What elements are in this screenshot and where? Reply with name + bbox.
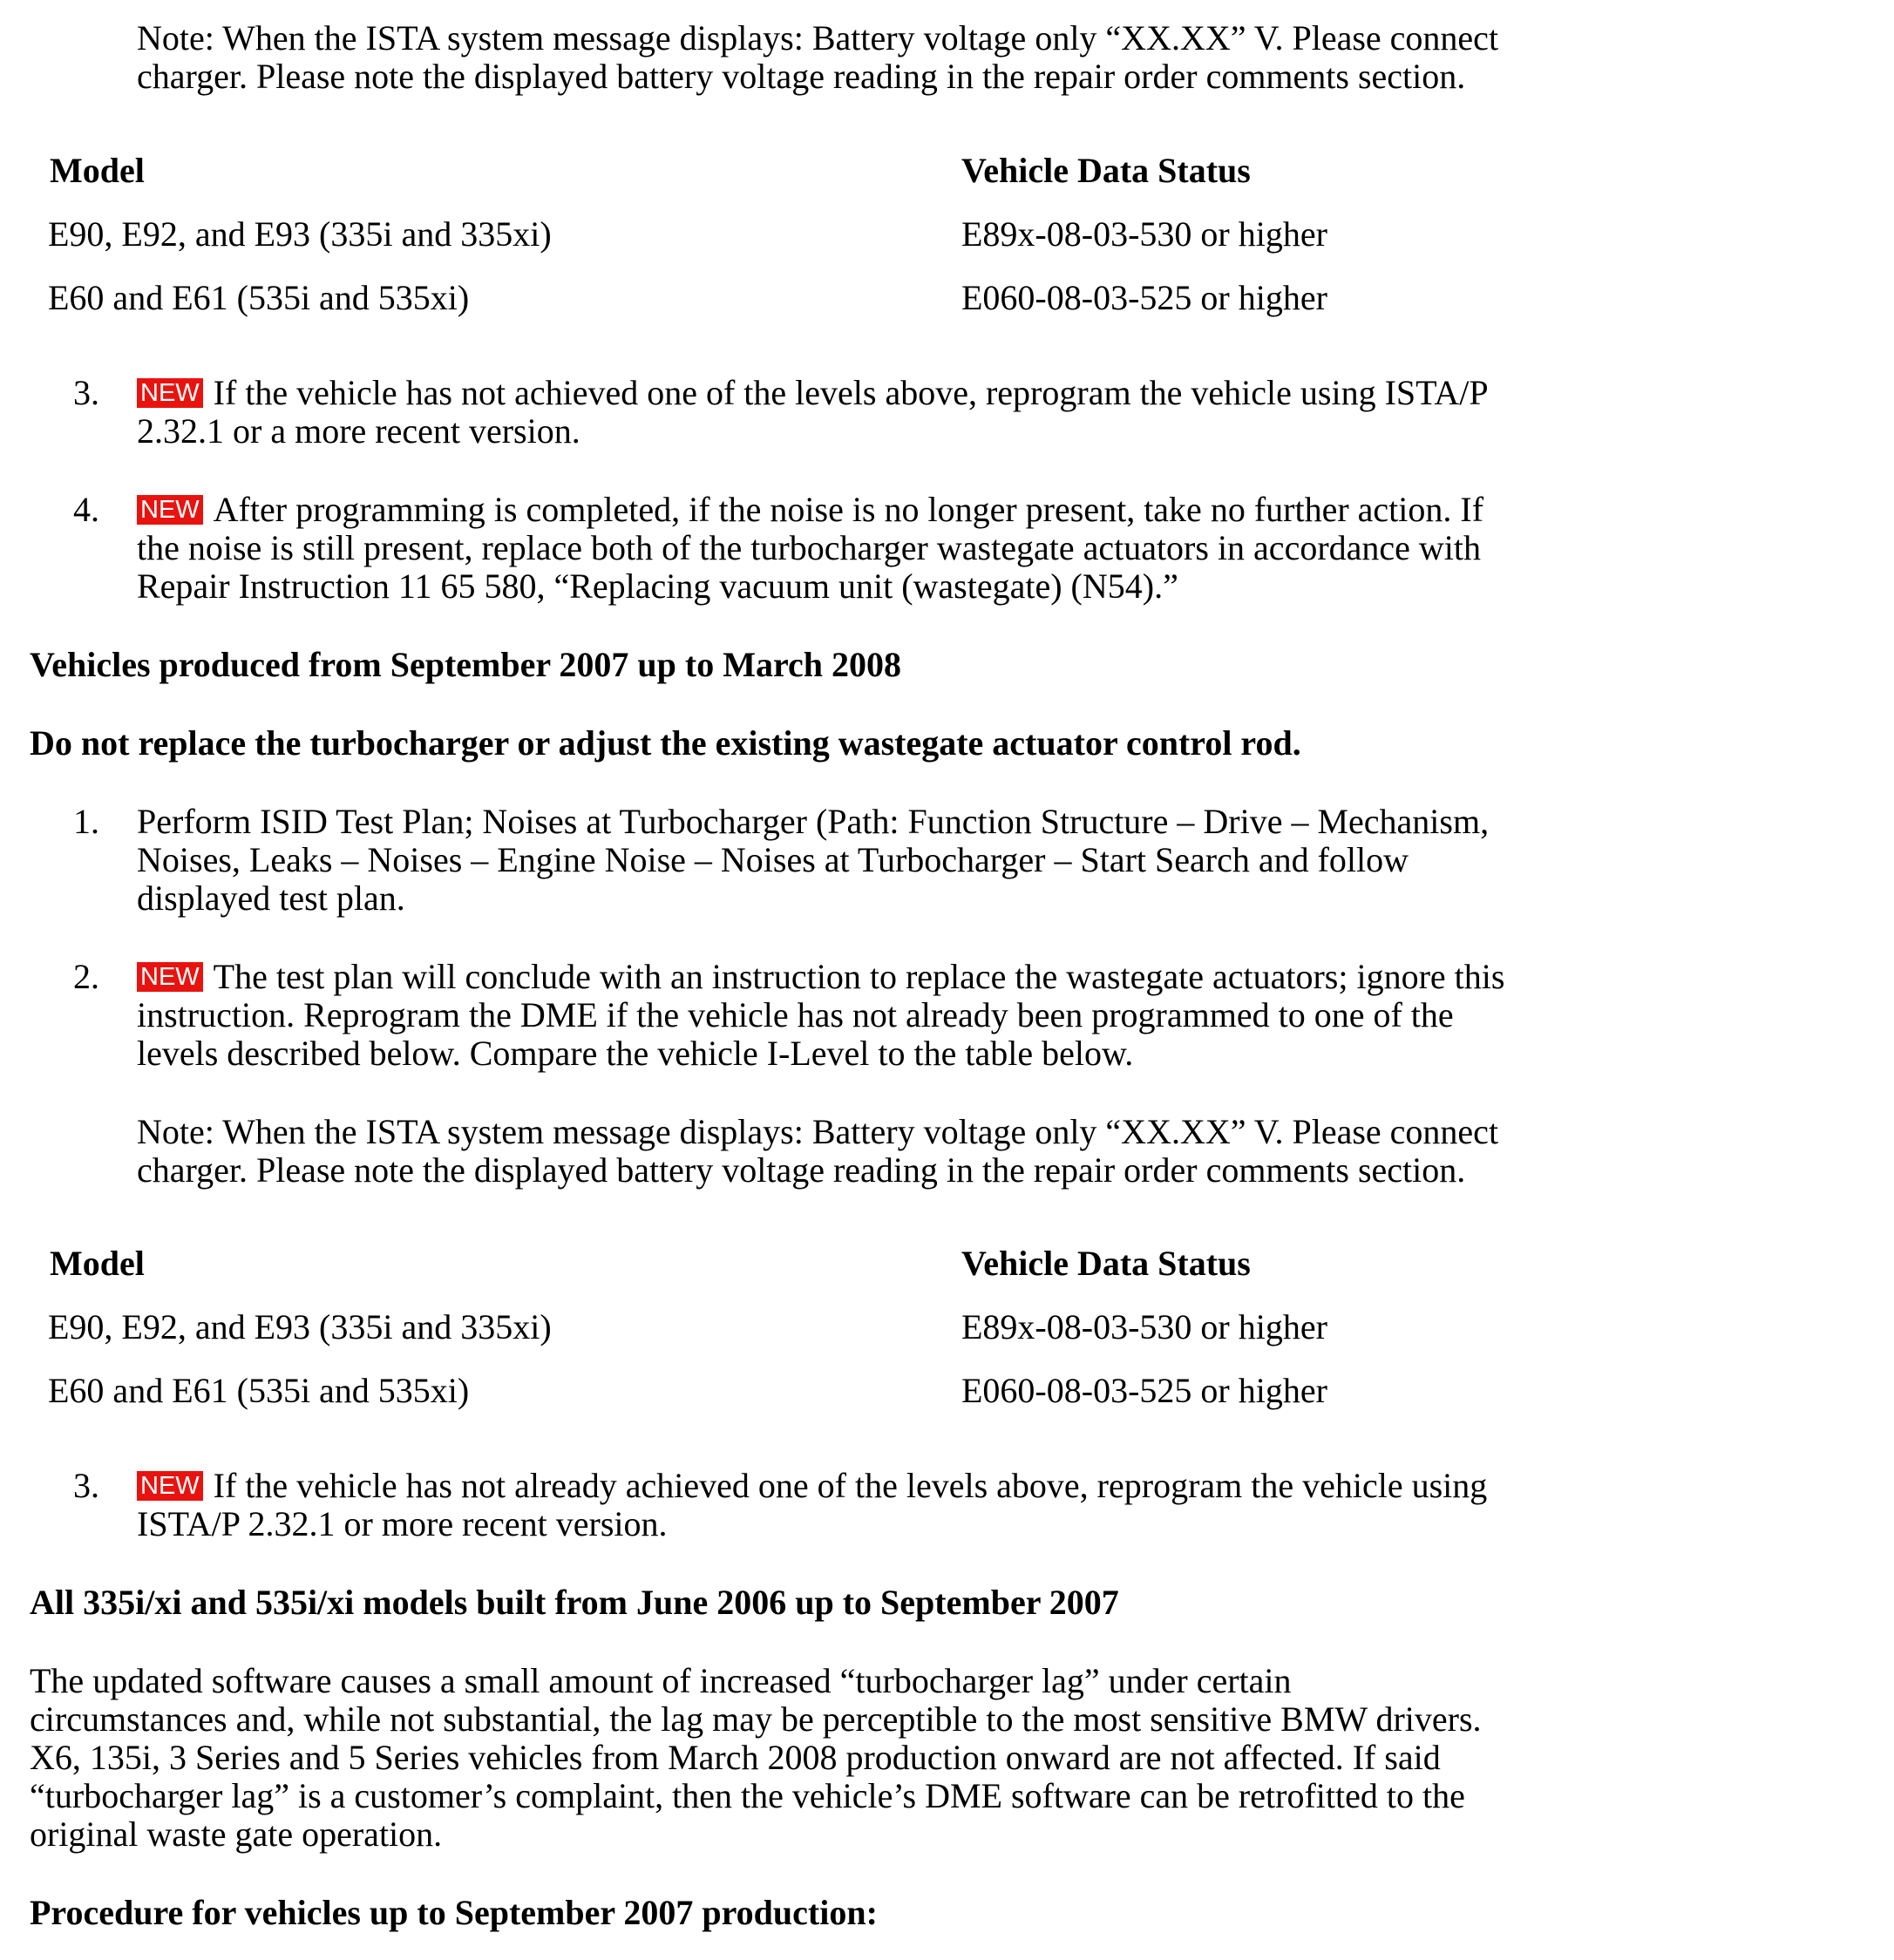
note-top-line2: charger. Please note the displayed battery voltage reading in the repair order comments section. — [137, 57, 1466, 96]
table1-row1-model: E90, E92, and E93 (335i and 335xi) — [48, 214, 552, 254]
heading-june-2006: All 335i/xi and 535i/xi models built from June 2006 up to September 2007 — [30, 1583, 1119, 1622]
heading-procedure: Procedure for vehicles up to September 2007 production: — [30, 1893, 878, 1932]
lag-paragraph-line2: circumstances and, while not substantial, the lag may be perceptible to the most sensitive BMW drivers. — [30, 1699, 1482, 1739]
table1-header-status: Vehicle Data Status — [961, 151, 1251, 190]
step3b-line1: NEW If the vehicle has not already achieved one of the levels above, reprogram the vehicle using — [137, 1467, 1487, 1505]
step1b-line2: Noises, Leaks – Noises – Engine Noise – Noises at Turbocharger – Start Search and follow — [137, 840, 1409, 879]
step3b-number: 3. — [73, 1466, 99, 1505]
step1b-number: 1. — [73, 802, 99, 841]
note-mid-line1: Note: When the ISTA system message displays: Battery voltage only “XX.XX” V. Please connect — [137, 1112, 1499, 1151]
step2b-line2: instruction. Reprogram the DME if the vehicle has not already been programmed to one of the — [137, 995, 1454, 1034]
table1-row1-status: E89x-08-03-530 or higher — [961, 214, 1327, 254]
table1-header-model: Model — [50, 151, 145, 190]
step1b-line3: displayed test plan. — [137, 878, 405, 918]
table1-row2-status: E060-08-03-525 or higher — [961, 278, 1327, 317]
new-badge: NEW — [137, 378, 203, 408]
lag-paragraph-line4: “turbocharger lag” is a customer’s complaint, then the vehicle’s DME software can be retrofitted to the — [30, 1776, 1465, 1815]
warning-text: Do not replace the turbocharger or adjust the existing wastegate actuator control rod. — [30, 723, 1301, 763]
step2b-line1: NEW The test plan will conclude with an instruction to replace the wastegate actuators; ignore this — [137, 958, 1504, 996]
step3a-line1: NEW If the vehicle has not achieved one of the levels above, reprogram the vehicle using ISTA/P — [137, 374, 1489, 412]
step3b-line2: ISTA/P 2.32.1 or more recent version. — [137, 1504, 668, 1543]
lag-paragraph-line1: The updated software causes a small amount of increased “turbocharger lag” under certain — [30, 1661, 1292, 1700]
step4a-number: 4. — [73, 490, 99, 529]
table2-row1-status: E89x-08-03-530 or higher — [961, 1307, 1327, 1346]
new-badge: NEW — [137, 962, 203, 992]
new-badge: NEW — [137, 495, 203, 525]
step3a-number: 3. — [73, 373, 99, 412]
heading-sep-2007: Vehicles produced from September 2007 up to March 2008 — [30, 645, 901, 684]
lag-paragraph-line5: original waste gate operation. — [30, 1814, 443, 1854]
new-badge: NEW — [137, 1471, 203, 1501]
step2b-line3: levels described below. Compare the vehicle I-Level to the table below. — [137, 1034, 1134, 1073]
step4a-line1: NEW After programming is completed, if the noise is no longer present, take no further action. If — [137, 491, 1483, 529]
note-mid-line2: charger. Please note the displayed battery voltage reading in the repair order comments section. — [137, 1150, 1466, 1190]
table2-row2-status: E060-08-03-525 or higher — [961, 1371, 1327, 1410]
table1-row2-model: E60 and E61 (535i and 535xi) — [48, 278, 470, 317]
step2b-number: 2. — [73, 957, 99, 996]
table2-header-status: Vehicle Data Status — [961, 1244, 1251, 1283]
table2-row1-model: E90, E92, and E93 (335i and 335xi) — [48, 1307, 552, 1346]
lag-paragraph-line3: X6, 135i, 3 Series and 5 Series vehicles from March 2008 production onward are not affected. If said — [30, 1738, 1441, 1777]
step4a-line2: the noise is still present, replace both of the turbocharger wastegate actuators in accordance with — [137, 528, 1482, 567]
step1b-line1: Perform ISID Test Plan; Noises at Turbocharger (Path: Function Structure – Drive – Mechanism, — [137, 802, 1490, 841]
table2-header-model: Model — [50, 1244, 145, 1283]
step3a-line2: 2.32.1 or a more recent version. — [137, 411, 580, 451]
step4a-line3: Repair Instruction 11 65 580, “Replacing vacuum unit (wastegate) (N54).” — [137, 566, 1178, 606]
table2-row2-model: E60 and E61 (535i and 535xi) — [48, 1371, 470, 1410]
note-top-line1: Note: When the ISTA system message displays: Battery voltage only “XX.XX” V. Please connect — [137, 18, 1499, 58]
